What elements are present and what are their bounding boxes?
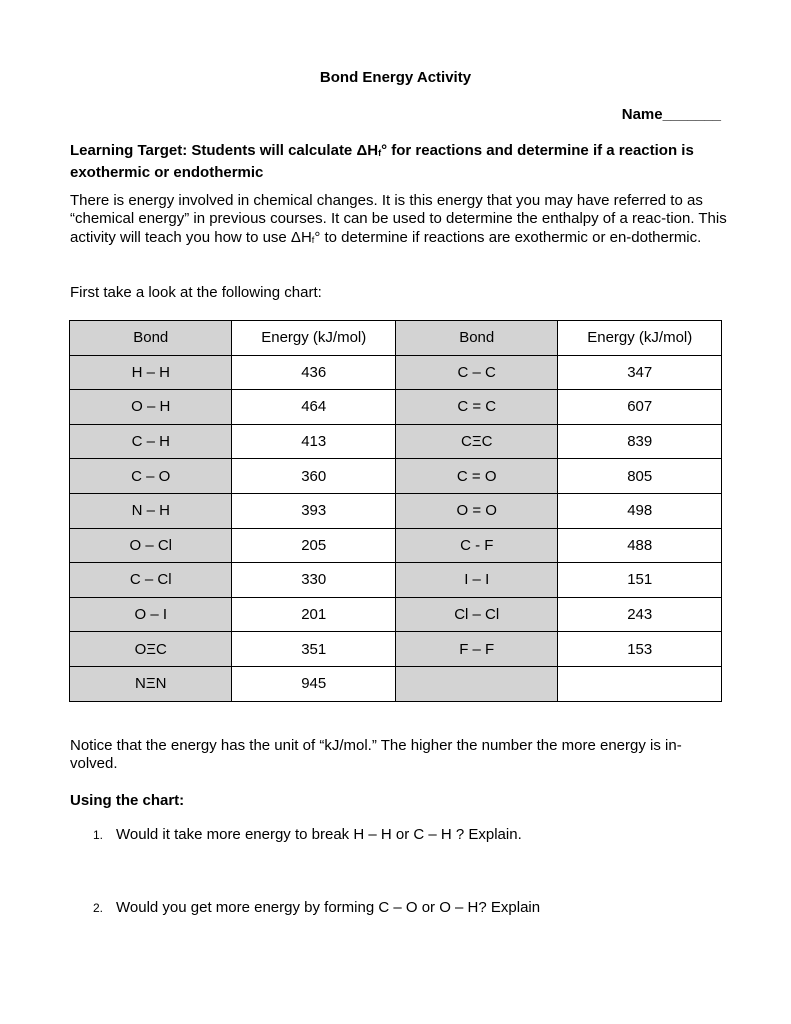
table-row <box>70 597 722 632</box>
energy-cell: 607 <box>558 390 722 425</box>
bond-cell: C - F <box>395 528 557 563</box>
bond-cell: C – H <box>70 424 232 459</box>
energy-cell: 945 <box>232 666 396 701</box>
table-row <box>70 459 722 494</box>
energy-cell: 201 <box>232 597 396 632</box>
bond-cell: C – O <box>70 459 232 494</box>
energy-cell: 351 <box>232 632 396 667</box>
energy-cell: 839 <box>558 424 722 459</box>
name-field-label: Name_______ <box>621 106 721 123</box>
energy-cell: 413 <box>232 424 396 459</box>
intro-pre: There is energy involved in chemical changes. It is this energy that you may have referred to as “chemical energy” in previous courses. It can be used to determine the enthalpy of a reac-tion. This activity will teach you how to use ΔH <box>70 192 727 246</box>
energy-cell: 805 <box>558 459 722 494</box>
energy-cell: 205 <box>232 528 396 563</box>
question-text: Would it take more energy to break H – H or C – H ? Explain. <box>116 826 522 843</box>
bond-cell: O – Cl <box>70 528 232 563</box>
intro-paragraph <box>70 192 730 249</box>
energy-cell: 436 <box>232 355 396 390</box>
energy-cell: 347 <box>558 355 722 390</box>
intro-post: ° to determine if reactions are exothermic or en-dothermic. <box>314 228 702 246</box>
learning-target-sub: f <box>378 148 382 158</box>
energy-cell: 153 <box>558 632 722 667</box>
bond-cell: CΞC <box>395 424 557 459</box>
learning-target <box>70 141 725 182</box>
intro-sub: f <box>311 234 315 245</box>
learning-target-post: ° for reactions and determine if a reaction is exothermic or endothermic <box>70 142 694 181</box>
table-row <box>70 632 722 667</box>
notice-paragraph: Notice that the energy has the unit of “kJ/mol.” The higher the number the more energy is in-volved. <box>70 737 682 773</box>
bond-cell: N – H <box>70 493 232 528</box>
bond-cell: OΞC <box>70 632 232 667</box>
bond-cell: Cl – Cl <box>395 597 557 632</box>
bond-cell <box>395 666 557 701</box>
table-row <box>70 493 722 528</box>
table-header-row <box>70 321 722 356</box>
question-2 <box>93 899 540 916</box>
bond-energy-table <box>69 320 722 702</box>
question-number: 2. <box>93 901 104 915</box>
question-text: Would you get more energy by forming C – O or O – H? Explain <box>116 899 541 916</box>
table-row <box>70 390 722 425</box>
question-number: 1. <box>93 828 104 842</box>
table-header-cell: Energy (kJ/mol) <box>558 321 722 356</box>
bond-cell: C – Cl <box>70 563 232 598</box>
chart-lead-text: First take a look at the following chart: <box>70 284 322 301</box>
table-row <box>70 563 722 598</box>
energy-cell: 330 <box>232 563 396 598</box>
energy-cell: 360 <box>232 459 396 494</box>
energy-cell <box>558 666 722 701</box>
table-row <box>70 666 722 701</box>
bond-cell: O – H <box>70 390 232 425</box>
table-row <box>70 528 722 563</box>
table-header-cell: Bond <box>70 321 232 356</box>
table-header-cell: Energy (kJ/mol) <box>232 321 396 356</box>
bond-cell: C = C <box>395 390 557 425</box>
table-header-cell: Bond <box>395 321 557 356</box>
energy-cell: 498 <box>558 493 722 528</box>
energy-cell: 151 <box>558 563 722 598</box>
using-chart-heading: Using the chart: <box>70 792 185 809</box>
bond-cell: C = O <box>395 459 557 494</box>
bond-cell: I – I <box>395 563 557 598</box>
bond-cell: H – H <box>70 355 232 390</box>
energy-cell: 243 <box>558 597 722 632</box>
table-row <box>70 355 722 390</box>
energy-cell: 393 <box>232 493 396 528</box>
bond-cell: O – I <box>70 597 232 632</box>
bond-cell: NΞN <box>70 666 232 701</box>
page-title: Bond Energy Activity <box>319 69 472 86</box>
energy-cell: 464 <box>232 390 396 425</box>
bond-cell: F – F <box>395 632 557 667</box>
bond-cell: C – C <box>395 355 557 390</box>
energy-cell: 488 <box>558 528 722 563</box>
learning-target-pre: Learning Target: Students will calculate ΔH <box>70 142 379 159</box>
question-1 <box>93 826 522 843</box>
bond-cell: O = O <box>395 493 557 528</box>
table-row <box>70 424 722 459</box>
